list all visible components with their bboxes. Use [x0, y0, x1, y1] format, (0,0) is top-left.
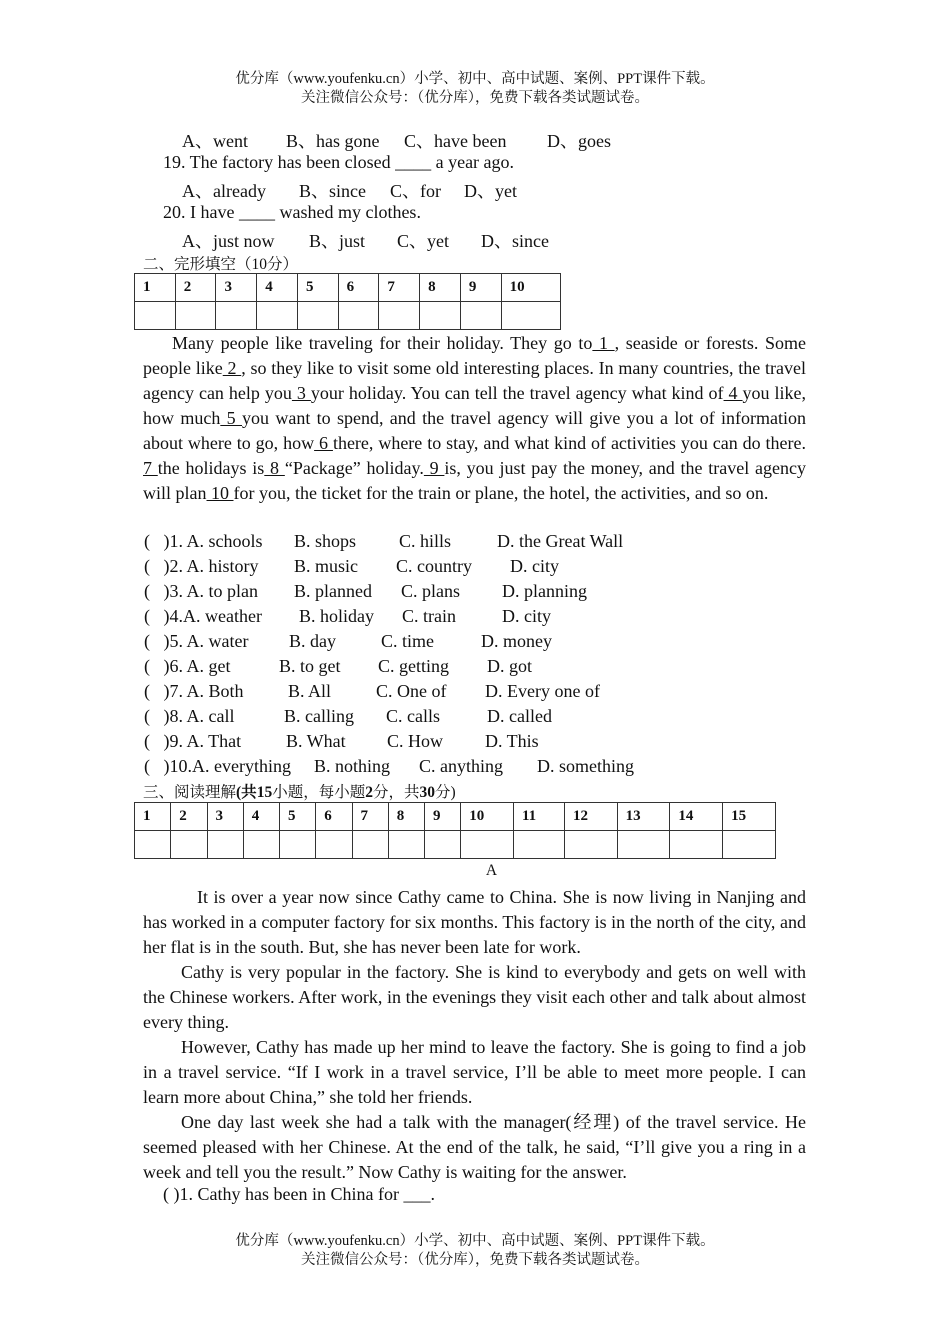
cloze-passage [143, 331, 806, 506]
question-stem-option-a: ( )3. A. to plan [144, 581, 258, 601]
q19-option-a: A、already [182, 181, 266, 201]
q18-option-a: A、went [182, 131, 248, 151]
q20-option-b: B、just [309, 231, 366, 251]
question-option-c: C. time [381, 631, 434, 651]
question-stem-option-a: ( )7. A. Both [144, 681, 244, 701]
grid-number: 4 [257, 274, 298, 302]
question-option-b: B. to get [279, 656, 341, 676]
q20-option-c: C、yet [397, 231, 449, 251]
grid-number: 3 [216, 274, 257, 302]
grid-number: 14 [670, 803, 723, 831]
title-part: 30 [419, 784, 435, 801]
q18-option-d: D、goes [547, 131, 611, 151]
blank-2: 2 [222, 358, 242, 378]
question-option-b: B. All [288, 681, 332, 701]
grid-number: 2 [175, 274, 216, 302]
blank-4: 4 [723, 383, 743, 403]
title-part: 小题，每小题 [272, 784, 366, 801]
grid-number: 7 [352, 803, 388, 831]
question-option-c: C. How [387, 731, 444, 751]
answer-cell[interactable] [670, 831, 723, 859]
blank-7: 7 [143, 458, 158, 478]
answer-cell[interactable] [135, 831, 171, 859]
grid-number: 11 [513, 803, 564, 831]
answer-cell[interactable] [243, 831, 279, 859]
answer-cell[interactable] [420, 302, 461, 330]
question-option-c: C. hills [399, 531, 452, 551]
question-option-b: B. music [294, 556, 359, 576]
section2-title: 二、完形填空（10分） [143, 256, 299, 273]
q20-option-d: D、since [481, 231, 549, 251]
question-stem-option-a: ( )5. A. water [144, 631, 249, 651]
passage-text: , so they like to visit some old interesting places. In many countries, the travel agency can help you [143, 358, 807, 403]
section3-title [143, 780, 456, 802]
question-option-d: D. got [487, 656, 532, 676]
question-stem-option-a: ( )6. A. get [144, 656, 231, 676]
title-part: 2 [365, 784, 373, 801]
question-option-c: C. calls [386, 706, 440, 726]
grid-number: 13 [617, 803, 670, 831]
passage-text: your holiday. You can tell the travel agency what kind of [310, 383, 724, 403]
q20-option-a: A、just now [182, 231, 275, 251]
q20-stem: 20. I have ____ washed my clothes. [163, 202, 421, 222]
question-option-b: B. holiday [299, 606, 374, 626]
answer-cell[interactable] [564, 831, 617, 859]
grid-number: 2 [171, 803, 207, 831]
footer-line-1: 优分库（www.youfenku.cn）小学、初中、高中试题、案例、PPT课件下载。 [235, 1233, 715, 1249]
grid-answer-row [135, 302, 561, 330]
question-stem-option-a: ( )9. A. That [144, 731, 242, 751]
grid-number: 6 [316, 803, 352, 831]
blank-10: 10 [206, 483, 234, 503]
answer-cell[interactable] [388, 831, 424, 859]
q18-option-c: C、have been [404, 131, 507, 151]
grid-number: 12 [564, 803, 617, 831]
question-option-d: D. city [502, 606, 551, 626]
grid-number: 1 [135, 803, 171, 831]
answer-cell[interactable] [297, 302, 338, 330]
blank-8: 8 [264, 458, 285, 478]
answer-cell[interactable] [216, 302, 257, 330]
answer-cell[interactable] [723, 831, 776, 859]
answer-cell[interactable] [352, 831, 388, 859]
q19-stem: 19. The factory has been closed ____ a year ago. [163, 152, 515, 172]
question-option-d: D. This [485, 731, 539, 751]
grid-number: 9 [425, 803, 461, 831]
section2-answer-grid [134, 273, 561, 330]
blank-3: 3 [291, 383, 311, 403]
passage-label: A [485, 862, 498, 879]
header-line-1: 优分库（www.youfenku.cn）小学、初中、高中试题、案例、PPT课件下载。 [235, 71, 715, 87]
passage-text: the holidays is [157, 458, 265, 478]
blank-5: 5 [220, 408, 242, 428]
passage-paragraph: It is over a year now since Cathy came to China. She is now living in Nanjing and has worked in a computer factory for six months. This factory is in the north of the city, and her flat is in the south. But, she has never been late for work. [143, 887, 806, 957]
question-option-c: C. anything [419, 756, 503, 776]
question-option-c: C. plans [401, 581, 461, 601]
passage-paragraph: Cathy is very popular in the factory. She is kind to everybody and gets on well with the Chinese workers. After work, in the evenings they visit each other and talk about almost every thing. [143, 962, 806, 1032]
question-option-c: C. train [402, 606, 456, 626]
grid-header-row [135, 803, 776, 831]
answer-cell[interactable] [513, 831, 564, 859]
grid-answer-row [135, 831, 776, 859]
passage-text: Many people like traveling for their holiday. They go to [172, 333, 593, 353]
question-option-c: C. One of [376, 681, 447, 701]
answer-cell[interactable] [207, 831, 243, 859]
grid-number: 6 [338, 274, 379, 302]
answer-cell[interactable] [171, 831, 207, 859]
section3-answer-grid [134, 802, 776, 859]
title-part: 分，共 [372, 784, 420, 801]
question-option-b: B. nothing [314, 756, 391, 776]
grid-number: 8 [388, 803, 424, 831]
question-stem-option-a: ( )2. A. history [144, 556, 259, 576]
question-option-d: D. the Great Wall [497, 531, 624, 551]
answer-cell[interactable] [501, 302, 560, 330]
passage-text: you want to spend, and the travel agency will give you a lot of information about where to go, how [143, 408, 806, 453]
grid-number: 9 [460, 274, 501, 302]
answer-cell[interactable] [425, 831, 461, 859]
grid-header-row [135, 274, 561, 302]
passage-text: “Package” holiday. [284, 458, 424, 478]
grid-number: 4 [243, 803, 279, 831]
grid-number: 15 [723, 803, 776, 831]
passage-paragraph: However, Cathy has made up her mind to leave the factory. She is going to find a job in a travel service. “If I work in a travel service, I’ll be able to meet more people. I can learn more about China,” she told her friends. [143, 1037, 806, 1107]
title-part: 15 [256, 784, 273, 801]
blank-1: 1 [592, 333, 615, 353]
answer-cell[interactable] [257, 302, 298, 330]
answer-cell[interactable] [338, 302, 379, 330]
grid-number: 10 [461, 803, 514, 831]
q19-option-c: C、for [390, 181, 441, 201]
question-option-d: D. planning [502, 581, 587, 601]
answer-cell[interactable] [461, 831, 514, 859]
reading-passage [143, 885, 806, 1185]
question-option-b: B. planned [294, 581, 372, 601]
passage-paragraph: One day last week she had a talk with the manager(经理) of the travel service. He seemed pleased with her Chinese. At the end of the talk, he said, “I’ll give you a ring in a week and tell you the result.” Now Cathy is waiting for the answer. [143, 1112, 806, 1182]
question-stem-option-a: ( )10.A. everything [144, 756, 291, 776]
question-option-d: D. city [510, 556, 559, 576]
grid-number: 8 [420, 274, 461, 302]
grid-number: 3 [207, 803, 243, 831]
passage-text: there, where to stay, and what kind of activities you can do there. [332, 433, 807, 453]
question-stem-option-a: ( )1. A. schools [144, 531, 263, 551]
question-option-d: D. money [481, 631, 552, 651]
question-option-c: C. country [396, 556, 472, 576]
q18-option-b: B、has gone [286, 131, 380, 151]
answer-cell[interactable] [135, 302, 176, 330]
passage-text: is, you just pay the money, and the travel agency will plan [143, 458, 807, 503]
blank-9: 9 [423, 458, 445, 478]
footer-line-2: 关注微信公众号：（优分库），免费下载各类试题试卷。 [301, 1252, 649, 1268]
grid-number: 5 [297, 274, 338, 302]
answer-cell[interactable] [617, 831, 670, 859]
grid-number: 1 [135, 274, 176, 302]
blank-6: 6 [314, 433, 333, 453]
header-line-2: 关注微信公众号：（优分库），免费下载各类试题试卷。 [301, 90, 649, 106]
answer-cell[interactable] [175, 302, 216, 330]
title-part: (共 [236, 784, 257, 801]
title-part: 分) [434, 784, 456, 801]
question-stem-option-a: ( )4.A. weather [144, 606, 262, 626]
answer-cell[interactable] [316, 831, 352, 859]
question-option-d: D. something [537, 756, 634, 776]
grid-number: 7 [379, 274, 420, 302]
question-option-c: C. getting [378, 656, 449, 676]
question-stem-option-a: ( )8. A. call [144, 706, 235, 726]
question-option-d: D. Every one of [485, 681, 600, 701]
question-option-b: B. What [286, 731, 346, 751]
answer-cell[interactable] [280, 831, 316, 859]
q19-option-d: D、yet [464, 181, 517, 201]
reading-question-1: ( )1. Cathy has been in China for ___. [163, 1184, 435, 1204]
question-option-b: B. shops [294, 531, 357, 551]
answer-cell[interactable] [460, 302, 501, 330]
q19-option-b: B、since [299, 181, 366, 201]
question-option-b: B. day [289, 631, 336, 651]
passage-text: , seaside or forests. Some people like [143, 333, 806, 378]
question-option-d: D. called [487, 706, 552, 726]
title-part: 三、阅读理解 [143, 784, 237, 801]
answer-cell[interactable] [379, 302, 420, 330]
grid-number: 10 [501, 274, 560, 302]
question-option-b: B. calling [284, 706, 354, 726]
passage-text: for you, the ticket for the train or plane, the hotel, the activities, and so on. [233, 483, 769, 503]
grid-number: 5 [280, 803, 316, 831]
passage-text: you like, how much [143, 383, 807, 428]
